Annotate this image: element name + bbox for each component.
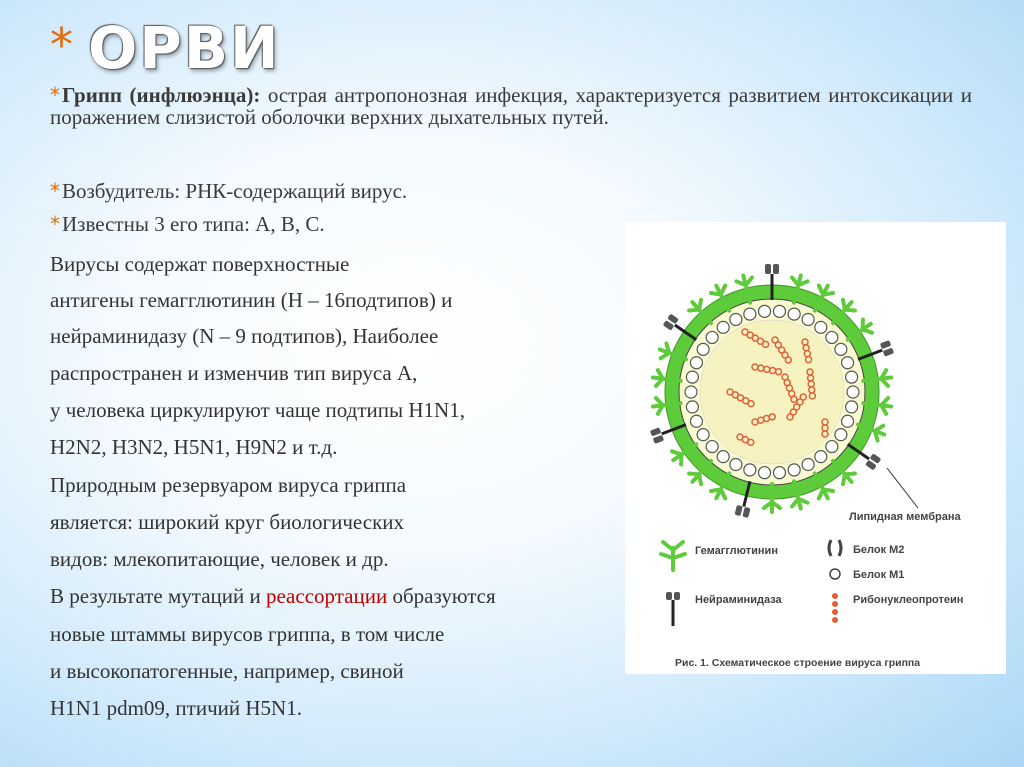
virus-structure-figure: [625, 222, 1006, 674]
legend-m2: Белок М2: [853, 544, 905, 556]
body-line: антигены гемагглютинин (Н – 16подтипов) и: [50, 288, 453, 312]
m1-protein-dot: [697, 429, 709, 441]
legend-m1-icon: [830, 569, 840, 579]
mutation-line: [50, 584, 496, 609]
body-line: является: широкий круг биологических: [50, 510, 405, 534]
bullet-influenza-definition: [50, 84, 972, 128]
influenza-definition-text: острая антропонозная инфекция, характеризуется развитием интоксикации и поражением слизистой оболочки верхних дыхательных путей.: [50, 83, 972, 129]
slide-title: ОРВИ: [88, 14, 281, 82]
body-line: Природным резервуаром вируса гриппа: [50, 473, 407, 497]
m1-protein-dot: [717, 321, 729, 333]
membrane-label: Липидная мембрана: [849, 511, 961, 523]
types-text: Известны 3 его типа: А, В, С.: [62, 212, 325, 236]
m1-protein-dot: [846, 371, 858, 383]
bullet-types: [50, 213, 325, 235]
m1-protein-dot: [815, 451, 827, 463]
body-line: и высокопатогенные, например, свиной: [50, 659, 404, 683]
m1-protein-dot: [826, 331, 838, 343]
m1-protein-dot: [744, 308, 756, 320]
virus-diagram: [625, 222, 1006, 674]
body-line: Н1N1 pdm09, птичий Н5N1.: [50, 696, 302, 720]
mutation-text: В результате мутаций и: [50, 584, 266, 608]
m1-protein-dot: [690, 415, 702, 427]
m1-protein-dot: [686, 401, 698, 413]
m1-protein-dot: [802, 313, 814, 325]
m1-protein-dot: [730, 459, 742, 471]
m1-protein-dot: [847, 386, 859, 398]
m1-protein-dot: [835, 429, 847, 441]
m1-protein-dot: [835, 343, 847, 355]
m1-protein-dot: [842, 357, 854, 369]
legend-neuraminidase: Нейраминидаза: [695, 594, 782, 606]
bullet-star-icon: *: [50, 179, 60, 203]
m1-protein-dot: [788, 464, 800, 476]
m1-protein-dot: [815, 321, 827, 333]
reassortment-highlight: реассортации: [265, 584, 388, 608]
influenza-term: Грипп (инфлюэнца):: [62, 83, 261, 107]
m1-protein-dot: [826, 441, 838, 453]
m1-protein-dot: [802, 459, 814, 471]
legend-rnp-icon: [832, 593, 838, 623]
bullet-pathogen: [50, 180, 407, 202]
m1-protein-dot: [706, 441, 718, 453]
m1-protein-dot: [759, 305, 771, 317]
bullet-star-icon: *: [50, 212, 60, 236]
figure-caption: Рис. 1. Схематическое строение вируса гриппа: [675, 657, 921, 669]
legend-hemagglutinin-icon: [661, 542, 685, 570]
m1-protein-dot: [744, 464, 756, 476]
body-line: нейраминидазу (N – 9 подтипов), Наиболее: [50, 324, 439, 348]
body-line: распространен и изменчив тип вируса А,: [50, 361, 418, 385]
body-line: видов: млекопитающие, человек и др.: [50, 547, 389, 571]
membrane-pointer-line: [887, 468, 918, 508]
m1-protein-dot: [706, 331, 718, 343]
bullet-star-icon: *: [50, 83, 60, 107]
m1-protein-dot: [788, 308, 800, 320]
m1-protein-dot: [690, 357, 702, 369]
legend-m1: Белок М1: [853, 569, 905, 581]
m1-protein-dot: [759, 467, 771, 479]
body-line: у человека циркулируют чаще подтипы Н1N1,: [50, 398, 465, 422]
body-line: новые штаммы вирусов гриппа, в том числе: [50, 622, 445, 646]
m1-protein-dot: [686, 371, 698, 383]
m1-protein-dot: [697, 343, 709, 355]
body-line: Вирусы содержат поверхностные: [50, 252, 350, 276]
body-line: Н2N2, Н3N2, Н5N1, Н9N2 и т.д.: [50, 435, 338, 459]
m1-protein-dot: [842, 415, 854, 427]
mutation-text: образуются: [387, 584, 496, 608]
m1-protein-dot: [730, 313, 742, 325]
bullet-star-icon: *: [50, 18, 73, 72]
legend-neuraminidase-icon: [666, 592, 680, 626]
m1-protein-dot: [773, 467, 785, 479]
legend-rnp: Рибонуклеопротеин: [853, 594, 964, 606]
m1-protein-dot: [773, 305, 785, 317]
m1-protein-dot: [846, 401, 858, 413]
m1-protein-dot: [685, 386, 697, 398]
legend-m2-icon: [829, 540, 841, 556]
legend-hemagglutinin: Гемагглютинин: [695, 545, 778, 557]
m1-protein-dot: [717, 451, 729, 463]
pathogen-text: Возбудитель: РНК-содержащий вирус.: [62, 179, 408, 203]
